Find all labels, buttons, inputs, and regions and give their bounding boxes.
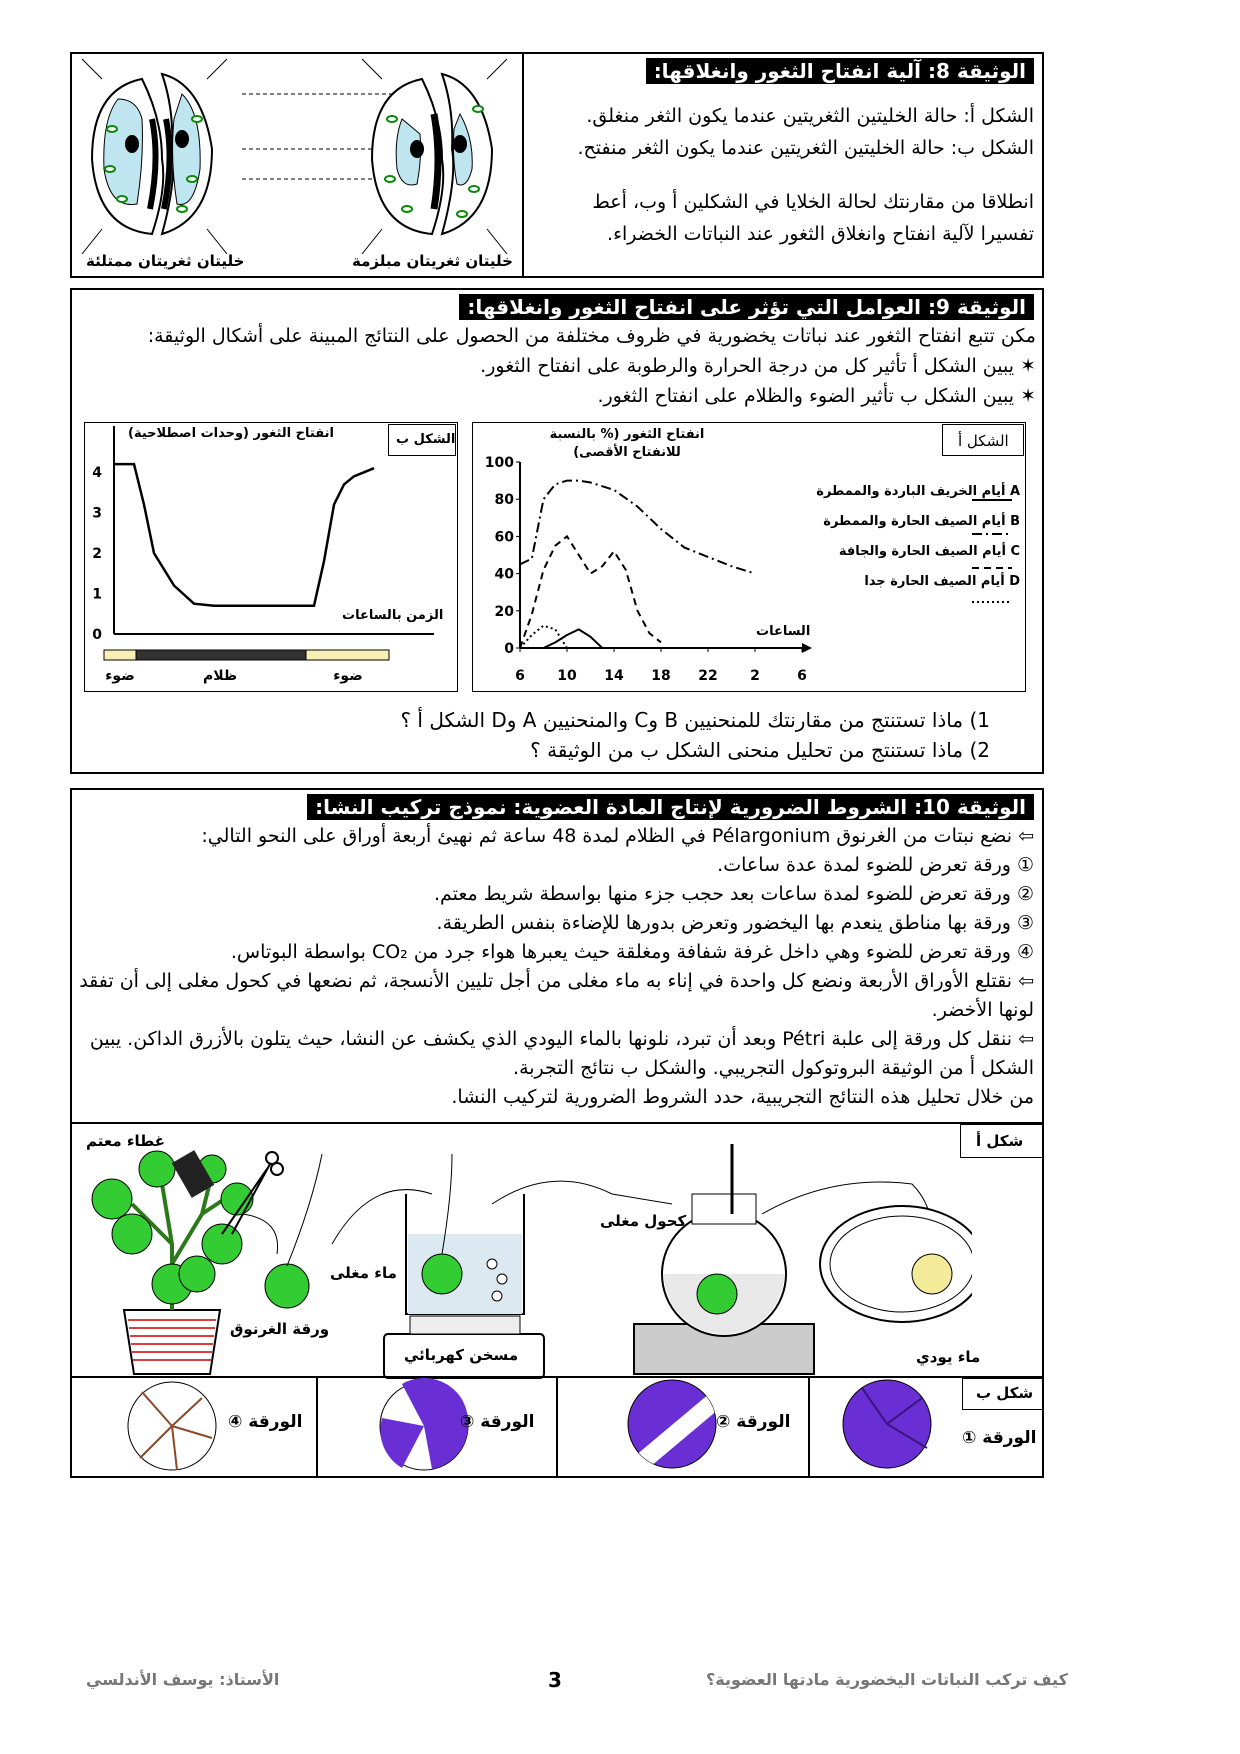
chart-b bbox=[84, 422, 458, 692]
y-tick-label: 4 bbox=[92, 465, 102, 482]
doc9-bullet-2 bbox=[136, 382, 1036, 411]
y-tick-label: 1 bbox=[92, 586, 102, 603]
doc9-question-2 bbox=[530, 736, 990, 765]
para-text: نضع نبتات من الغرنوق Pélargonium في الظلام لمدة 48 ساعة ثم نهيئ أربعة أوراق على النحو التالي: bbox=[201, 825, 1013, 847]
doc8-line-3: انطلاقا من مقارنتك لحالة الخلايا في الشكلين أ وب، أعط bbox=[592, 191, 1034, 213]
leaf-label-2: الورقة ② bbox=[716, 1412, 791, 1432]
label-boiling-water: ماء مغلى bbox=[330, 1264, 397, 1282]
y-tick-label: 0 bbox=[504, 641, 514, 657]
para-text: ننقل كل ورقة إلى علبة Pétri وبعد أن تبرد، نلونها بالماء اليودي الذي يكشف عن النشا، حيث يتلون بالأزرق الداكن. يبين الشكل أ من الوثيقة البروتوكول التجريبي. والشكل ب نتائج التجربة. bbox=[89, 1028, 1034, 1079]
doc10-text bbox=[74, 822, 1034, 1112]
star-icon: ✶ bbox=[1020, 355, 1036, 377]
guard-cells-diagram bbox=[72, 54, 520, 254]
series-line-C bbox=[520, 536, 661, 648]
para-text: نقتلع الأوراق الأربعة ونضع كل واحدة في إناء به ماء مغلى من أجل تليين الأنسجة، ثم نضعها في كحول مغلى إلى أن تفقد لونها الأخضر. bbox=[79, 970, 1034, 1021]
doc9-bullet-1 bbox=[136, 352, 1036, 381]
leaf-label-4: الورقة ④ bbox=[228, 1412, 303, 1432]
label-opaque-cover: غطاء معتم bbox=[86, 1132, 166, 1150]
doc10-para-6 bbox=[74, 967, 1034, 1025]
legend-b: B أيام الصيف الحارة والممطرة bbox=[823, 514, 1020, 529]
series-line-A bbox=[544, 629, 603, 648]
petri-dish bbox=[820, 1206, 972, 1322]
doc8-title: الوثيقة 8: آلية انفتاح الثغور وانغلاقها: bbox=[646, 58, 1034, 84]
leaf-3-icon bbox=[380, 1378, 468, 1470]
leaf-label-3: الورقة ③ bbox=[460, 1412, 535, 1432]
arrow-icon: ⇦ bbox=[1018, 825, 1034, 847]
y-tick-label: 40 bbox=[494, 566, 514, 583]
footer-author: الأستاذ: يوسف الأندلسي bbox=[86, 1670, 280, 1689]
legend-a: A أيام الخريف الباردة والممطرة bbox=[816, 484, 1020, 499]
doc10-para-5: ④ ورقة تعرض للضوء وهي داخل غرفة شفافة ومغلقة حيث يعبرها هواء جرد من CO₂ بواسطة البوتاس. bbox=[230, 941, 1034, 963]
doc8-line-2: الشكل ب: حالة الخليتين الثغريتين عندما يكون الثغر منفتح. bbox=[577, 137, 1034, 159]
light-dark-label: ظلام bbox=[202, 668, 238, 684]
doc10-para-4: ③ ورقة بها مناطق ينعدم بها اليخضور وتعرض بدورها للإضاءة بنفس الطريقة. bbox=[436, 912, 1034, 934]
x-tick-label: 22 bbox=[698, 668, 718, 684]
x-tick-label: 6 bbox=[797, 668, 807, 684]
doc10-para-3: ② ورقة تعرض للضوء لمدة ساعات بعد حجب جزء منها بواسطة شريط معتم. bbox=[433, 883, 1034, 905]
light-dark-label: ضوء bbox=[333, 668, 363, 684]
light-dark-label: ضوء bbox=[105, 668, 135, 684]
light-dark-segment bbox=[136, 650, 306, 660]
doc8-line-1: الشكل أ: حالة الخليتين الثغريتين عندما يكون الثغر منغلق. bbox=[586, 105, 1034, 127]
y-tick-label: 80 bbox=[494, 492, 514, 509]
label-heater: مسخن كهربائي bbox=[404, 1346, 519, 1364]
footer-title: كيف تركب النباتات اليخضورية مادتها العضوية؟ bbox=[706, 1670, 1068, 1689]
leaf-1-icon bbox=[843, 1380, 931, 1468]
turgid-guard-cells bbox=[82, 59, 227, 254]
chart-a-ylabel: انفتاح الثغور (% بالنسبة للانفتاح الأقصى) bbox=[549, 427, 705, 460]
doc10-para-2: ① ورقة تعرض للضوء لمدة عدة ساعات. bbox=[717, 854, 1034, 876]
doc10-title: الوثيقة 10: الشروط الضرورية لإنتاج المادة العضوية: نموذج تركيب النشا: bbox=[307, 794, 1034, 820]
bullet-text: يبين الشكل أ تأثير كل من درجة الحرارة والرطوبة على انفتاح الثغور. bbox=[480, 355, 1015, 377]
question-text: ماذا تستنتج من تحليل منحنى الشكل ب من الوثيقة ؟ bbox=[530, 738, 964, 762]
doc10-para-8: من خلال تحليل هذه النتائج التجريبية، حدد الشروط الضرورية لتركيب النشا. bbox=[451, 1086, 1034, 1108]
legend-d: D أيام الصيف الحارة جدا bbox=[864, 574, 1020, 589]
question-text: ماذا تستنتج من مقارنتك للمنحنيين B وC والمنحنيين A وD الشكل أ ؟ bbox=[400, 708, 964, 732]
y-tick-label: 0 bbox=[92, 627, 102, 643]
figA-label: شكل أ bbox=[976, 1132, 1024, 1150]
x-tick-label: 10 bbox=[557, 668, 577, 684]
chart-a-xlabel: الساعات bbox=[756, 624, 811, 639]
question-num: 2) bbox=[969, 738, 990, 762]
doc9-question-1 bbox=[400, 706, 990, 735]
y-tick-label: 100 bbox=[484, 455, 514, 471]
light-dark-segment bbox=[306, 650, 389, 660]
arrow-icon: ⇦ bbox=[1018, 970, 1034, 992]
leaf-2-icon bbox=[620, 1380, 731, 1476]
doc9-intro: مكن تتبع انفتاح الثغور عند نباتات يخضورية في ظروف مختلفة من الحصول على النتائج المبينة على أشكال الوثيقة: bbox=[147, 325, 1036, 347]
chart-b-xlabel: الزمن بالساعات bbox=[342, 608, 444, 623]
chart-b-title: الشكل ب bbox=[396, 432, 456, 447]
question-num: 1) bbox=[969, 708, 990, 732]
y-tick-label: 2 bbox=[92, 546, 102, 563]
label-boiling-alcohol: كحول مغلى bbox=[600, 1212, 687, 1230]
doc8-divider bbox=[522, 52, 524, 278]
y-tick-label: 3 bbox=[92, 505, 102, 522]
label-iodine-water: ماء يودي bbox=[916, 1348, 981, 1366]
label-plasmolysed: خليتان ثغريتان مبلزمة bbox=[352, 252, 513, 270]
leaf-4-icon bbox=[128, 1382, 216, 1470]
chart-a-legend bbox=[740, 484, 1020, 589]
x-tick-label: 6 bbox=[515, 668, 525, 684]
doc9-title: الوثيقة 9: العوامل التي تؤثر على انفتاح الثغور وانغلاقها: bbox=[459, 294, 1034, 320]
y-tick-label: 20 bbox=[494, 603, 514, 620]
x-axis-arrow-icon bbox=[802, 643, 812, 653]
leaf-label-1: الورقة ① bbox=[962, 1428, 1037, 1448]
label-turgid: خليتان ثغريتان ممتلئة bbox=[86, 252, 245, 270]
star-icon: ✶ bbox=[1020, 385, 1036, 407]
series-line-B bbox=[520, 481, 755, 574]
y-tick-label: 60 bbox=[494, 529, 514, 546]
light-dark-segment bbox=[104, 650, 136, 660]
figA-protocol bbox=[72, 1124, 972, 1380]
doc10-para-7 bbox=[74, 1025, 1034, 1083]
label-geranium-leaf: ورقة الغرنوق bbox=[230, 1320, 330, 1338]
legend-c: C أيام الصيف الحارة والجافة bbox=[838, 544, 1020, 559]
figB-label: شكل ب bbox=[976, 1384, 1034, 1402]
series-line-opening bbox=[114, 464, 374, 606]
doc10-para-1 bbox=[74, 822, 1034, 851]
series-line-D bbox=[520, 626, 567, 648]
doc8-line-4: تفسيرا لآلية انفتاح وانغلاق الثغور عند النباتات الخضراء. bbox=[607, 223, 1034, 245]
x-tick-label: 14 bbox=[604, 668, 624, 684]
chart-b-ylabel: انفتاح الثغور (وحدات اصطلاحية) bbox=[128, 426, 334, 441]
chart-a-title: الشكل أ bbox=[958, 432, 1009, 450]
x-tick-label: 18 bbox=[651, 668, 671, 684]
x-tick-label: 2 bbox=[750, 668, 760, 684]
geranium-plant bbox=[92, 1150, 253, 1374]
arrow-icon: ⇦ bbox=[1018, 1028, 1034, 1050]
plasmolysed-guard-cells bbox=[362, 59, 507, 254]
footer-page-number: 3 bbox=[548, 1668, 562, 1692]
bullet-text: يبين الشكل ب تأثير الضوء والظلام على انفتاح الثغور. bbox=[597, 385, 1015, 407]
